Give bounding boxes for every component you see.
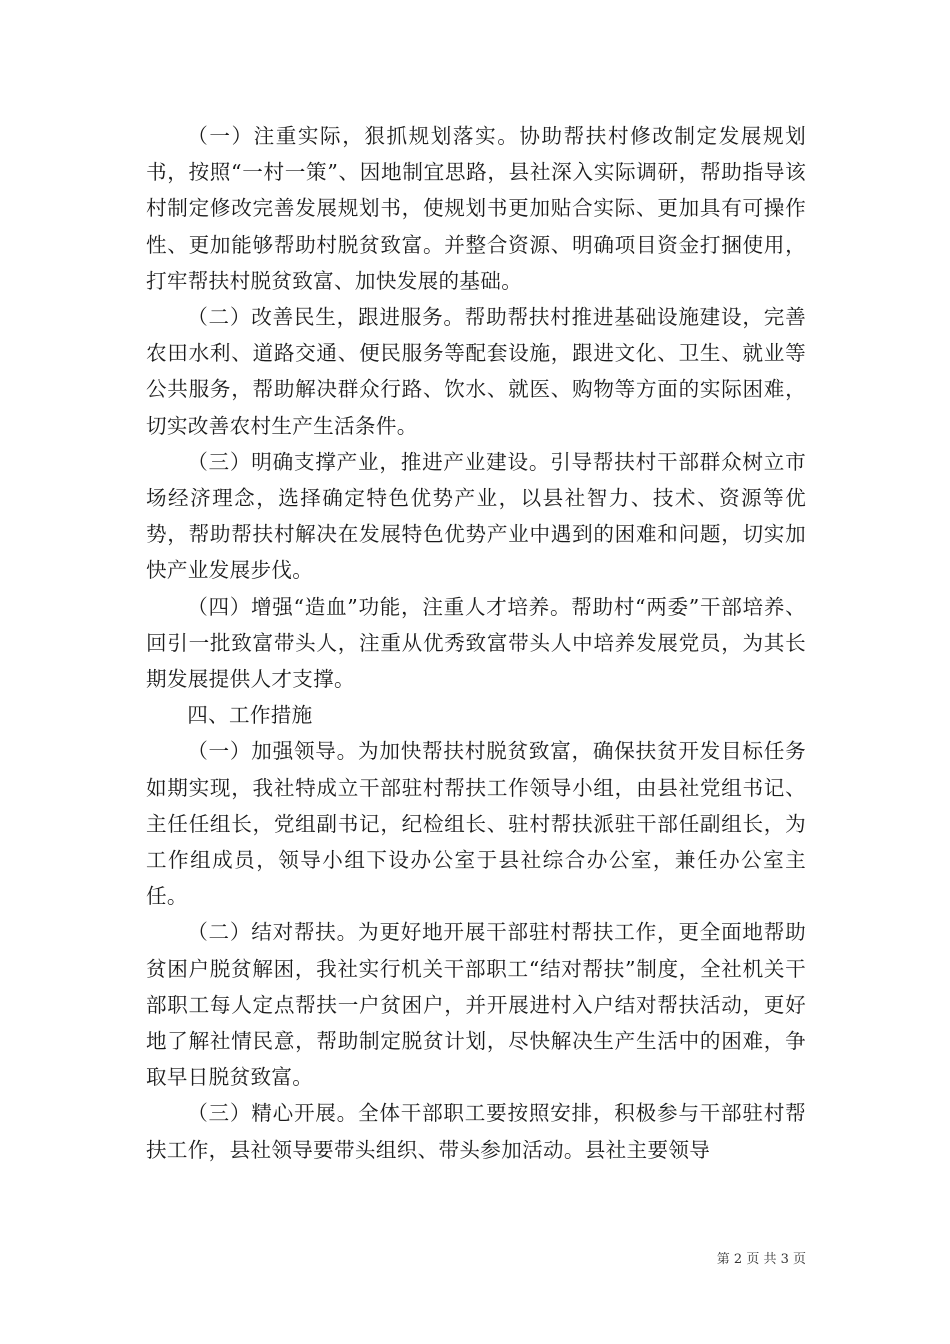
paragraph-1: （一）注重实际，狠抓规划落实。协助帮扶村修改制定发展规划书，按照“一村一策”、因地制宜思路，县社深入实际调研，帮助指导该村制定修改完善发展规划书，使规划书更加贴合实际、更加具有可操作性、更加能够帮助村脱贫致富。并整合资源、明确项目资金打捆使用，打牢帮扶村脱贫致富、加快发展的基础。: [146, 124, 806, 293]
paragraph-6: （二）结对帮扶。为更好地开展干部驻村帮扶工作，更全面地帮助贫困户脱贫解困，我社实行机关干部职工“结对帮扶”制度，全社机关干部职工每人定点帮扶一户贫困户，并开展进村入户结对帮扶活动，更好地了解社情民意，帮助制定脱贫计划，尽快解决生产生活中的困难，争取早日脱贫致富。: [146, 920, 806, 1090]
paragraph-7: （三）精心开展。全体干部职工要按照安排，积极参与干部驻村帮扶工作，县社领导要带头组织、带头参加活动。县社主要领导: [146, 1101, 806, 1162]
paragraph-3: （三）明确支撑产业，推进产业建设。引导帮扶村干部群众树立市场经济理念，选择确定特色优势产业，以县社智力、技术、资源等优势，帮助帮扶村解决在发展特色优势产业中遇到的困难和问题，切实加快产业发展步伐。: [146, 449, 806, 583]
paragraph-2: （二）改善民生，跟进服务。帮助帮扶村推进基础设施建设，完善农田水利、道路交通、便民服务等配套设施，跟进文化、卫生、就业等公共服务，帮助解决群众行路、饮水、就医、购物等方面的实际困难，切实改善农村生产生活条件。: [146, 305, 806, 438]
paragraph-5: （一）加强领导。为加快帮扶村脱贫致富，确保扶贫开发目标任务如期实现，我社特成立干部驻村帮扶工作领导小组，由县社党组书记、主任任组长，党组副书记，纪检组长、驻村帮扶派驻干部任副组长，为工作组成员，领导小组下设办公室于县社综合办公室，兼任办公室主任。: [146, 739, 806, 909]
document-body: [146, 118, 806, 1168]
paragraph-4: （四）增强“造血”功能，注重人才培养。帮助村“两委”干部培养、回引一批致富带头人，注重从优秀致富带头人中培养发展党员，为其长期发展提供人才支撑。: [146, 594, 806, 692]
page-number-footer: 第 2 页 共 3 页: [716, 1252, 806, 1267]
section-heading: 四、工作措施: [187, 703, 313, 728]
